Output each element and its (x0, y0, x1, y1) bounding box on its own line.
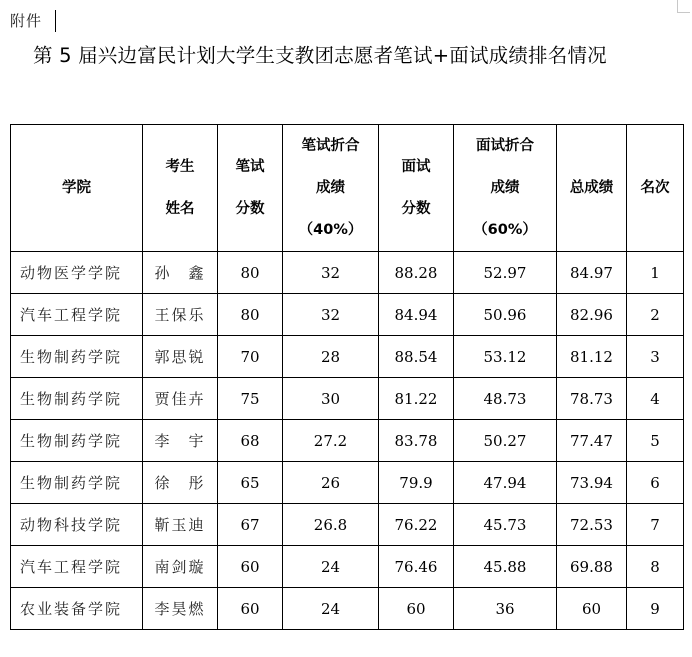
cell-name: 孙 鑫 (143, 252, 218, 294)
table-row (11, 588, 684, 630)
cell-total-score: 77.47 (557, 420, 627, 462)
cell-interview-weighted: 36 (454, 588, 557, 630)
cell-college: 汽车工程学院 (11, 546, 143, 588)
cell-rank: 4 (627, 378, 684, 420)
cell-college: 生物制药学院 (11, 420, 143, 462)
cell-college: 动物科技学院 (11, 504, 143, 546)
cell-total-score: 81.12 (557, 336, 627, 378)
cell-written-score: 80 (218, 294, 283, 336)
text-cursor (55, 10, 56, 32)
header-written-weighted-line: 笔试折合 (301, 138, 360, 154)
cell-rank: 9 (627, 588, 684, 630)
cell-written-score: 75 (218, 378, 283, 420)
cell-total-score: 78.73 (557, 378, 627, 420)
cell-interview-weighted: 53.12 (454, 336, 557, 378)
cell-total-score: 82.96 (557, 294, 627, 336)
cell-name: 贾佳卉 (143, 378, 218, 420)
cell-written-score: 70 (218, 336, 283, 378)
cell-interview-weighted: 47.94 (454, 462, 557, 504)
table-row (11, 462, 684, 504)
cell-rank: 1 (627, 252, 684, 294)
cell-interview-weighted: 45.88 (454, 546, 557, 588)
cell-interview-weighted: 45.73 (454, 504, 557, 546)
header-interview-score-line: 面试 (401, 159, 431, 175)
cell-interview-score: 88.28 (379, 252, 454, 294)
header-candidate-name (143, 125, 218, 252)
cell-interview-score: 76.22 (379, 504, 454, 546)
cell-interview-weighted: 52.97 (454, 252, 557, 294)
cell-written-score: 80 (218, 252, 283, 294)
cell-written-score: 67 (218, 504, 283, 546)
header-interview-weighted (454, 125, 557, 252)
cell-interview-score: 81.22 (379, 378, 454, 420)
cell-name: 王保乐 (143, 294, 218, 336)
cell-interview-weighted: 48.73 (454, 378, 557, 420)
header-rank (627, 125, 684, 252)
table-row (11, 504, 684, 546)
document-title: 第 5 届兴边富民计划大学生支教团志愿者笔试+面试成绩排名情况 (33, 44, 607, 67)
page-corner-mark (677, 0, 690, 13)
cell-total-score: 84.97 (557, 252, 627, 294)
header-interview-weighted-line: 面试折合 (476, 138, 534, 154)
cell-written-score: 65 (218, 462, 283, 504)
header-row (11, 125, 684, 252)
table-row (11, 336, 684, 378)
cell-interview-weighted: 50.27 (454, 420, 557, 462)
cell-rank: 3 (627, 336, 684, 378)
table-row (11, 378, 684, 420)
cell-college: 汽车工程学院 (11, 294, 143, 336)
table-row (11, 420, 684, 462)
header-interview-weighted-line: （60%） (473, 222, 537, 238)
cell-rank: 5 (627, 420, 684, 462)
cell-written-weighted: 27.2 (283, 420, 379, 462)
header-college-line: 学院 (62, 180, 91, 196)
header-interview-score (379, 125, 454, 252)
cell-rank: 2 (627, 294, 684, 336)
cell-rank: 6 (627, 462, 684, 504)
cell-rank: 7 (627, 504, 684, 546)
header-written-score-line: 分数 (235, 201, 265, 217)
table-row (11, 294, 684, 336)
cell-written-weighted: 28 (283, 336, 379, 378)
cell-written-weighted: 30 (283, 378, 379, 420)
header-candidate-name-line: 考生 (165, 159, 195, 175)
cell-interview-score: 83.78 (379, 420, 454, 462)
cell-interview-score: 88.54 (379, 336, 454, 378)
header-written-score (218, 125, 283, 252)
cell-written-weighted: 26.8 (283, 504, 379, 546)
cell-written-weighted: 24 (283, 588, 379, 630)
header-rank-line: 名次 (640, 180, 670, 196)
cell-written-weighted: 26 (283, 462, 379, 504)
header-total-score (557, 125, 627, 252)
cell-total-score: 60 (557, 588, 627, 630)
cell-written-weighted: 32 (283, 252, 379, 294)
cell-written-weighted: 32 (283, 294, 379, 336)
table-body (11, 252, 684, 630)
cell-written-score: 68 (218, 420, 283, 462)
cell-total-score: 72.53 (557, 504, 627, 546)
cell-college: 生物制药学院 (11, 462, 143, 504)
cell-name: 李 宇 (143, 420, 218, 462)
cell-college: 生物制药学院 (11, 336, 143, 378)
header-total-score-line: 总成绩 (569, 180, 614, 196)
cell-name: 李昊燃 (143, 588, 218, 630)
header-college (11, 125, 143, 252)
table-row (11, 252, 684, 294)
score-ranking-table (10, 124, 684, 630)
cell-interview-score: 60 (379, 588, 454, 630)
cell-total-score: 73.94 (557, 462, 627, 504)
cell-name: 郭思锐 (143, 336, 218, 378)
cell-interview-score: 84.94 (379, 294, 454, 336)
header-candidate-name-line: 姓名 (165, 201, 195, 217)
annex-label: 附件 (10, 12, 43, 30)
table-row (11, 546, 684, 588)
cell-interview-weighted: 50.96 (454, 294, 557, 336)
cell-written-weighted: 24 (283, 546, 379, 588)
cell-college: 农业装备学院 (11, 588, 143, 630)
cell-college: 动物医学学院 (11, 252, 143, 294)
header-written-weighted-line: 成绩 (316, 180, 345, 196)
cell-rank: 8 (627, 546, 684, 588)
cell-college: 生物制药学院 (11, 378, 143, 420)
cell-name: 南剑璇 (143, 546, 218, 588)
cell-interview-score: 76.46 (379, 546, 454, 588)
header-written-weighted-line: （40%） (298, 222, 363, 238)
cell-total-score: 69.88 (557, 546, 627, 588)
cell-name: 徐 彤 (143, 462, 218, 504)
header-interview-score-line: 分数 (401, 201, 431, 217)
header-written-score-line: 笔试 (235, 159, 265, 175)
cell-name: 靳玉迪 (143, 504, 218, 546)
cell-written-score: 60 (218, 546, 283, 588)
header-interview-weighted-line: 成绩 (490, 180, 520, 196)
cell-written-score: 60 (218, 588, 283, 630)
cell-interview-score: 79.9 (379, 462, 454, 504)
header-written-weighted (283, 125, 379, 252)
